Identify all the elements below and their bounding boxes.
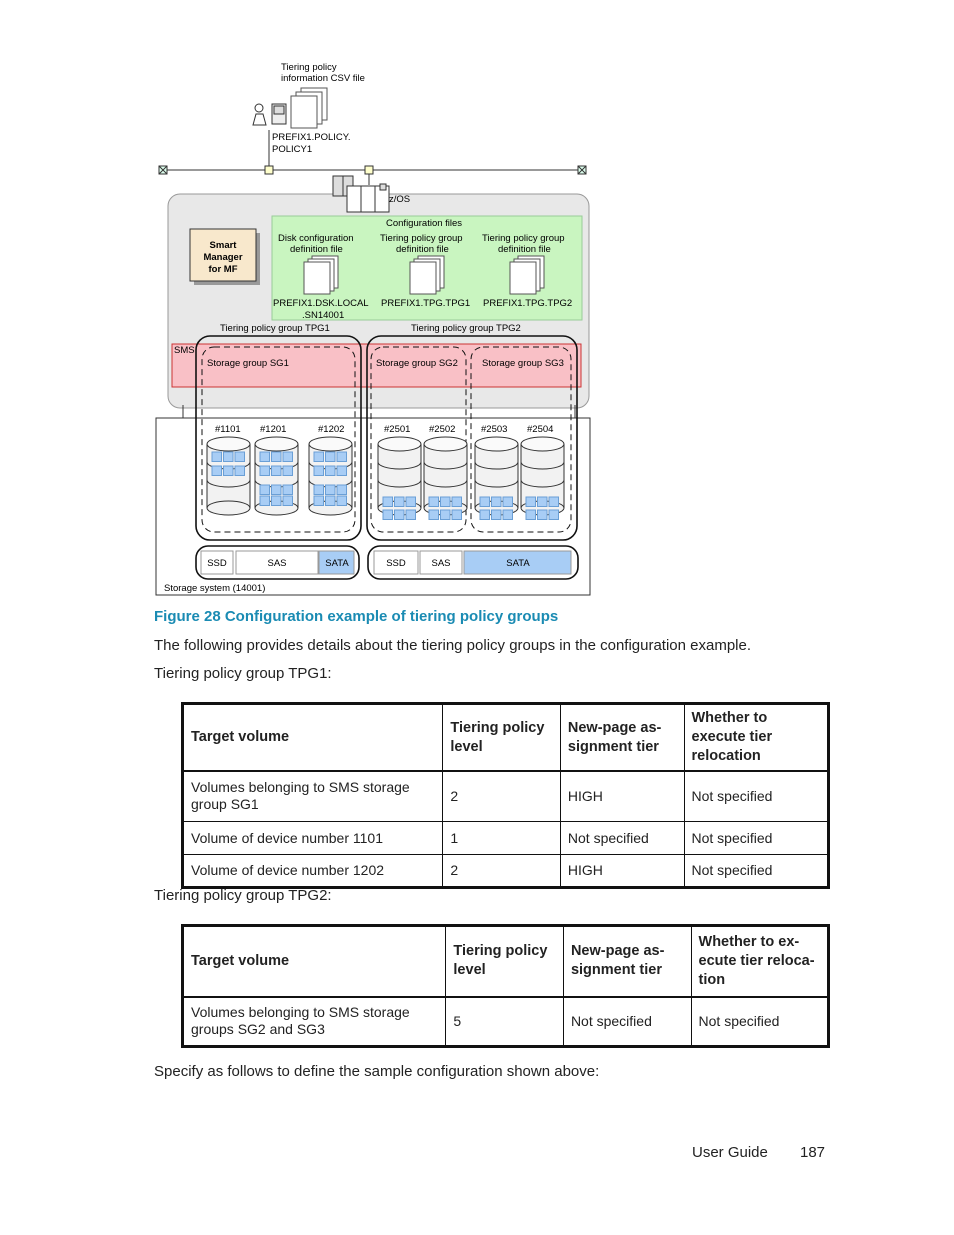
page-block (337, 485, 347, 495)
page-block (283, 452, 293, 462)
volume-label: #1101 (215, 424, 241, 435)
smart-manager-line3: for MF (208, 264, 238, 275)
page-block (224, 452, 234, 462)
cylinder-top (207, 437, 250, 451)
page-block (326, 485, 336, 495)
page-block (549, 510, 559, 520)
cell-relocation: Not specified (684, 771, 829, 821)
tier-sata-label: SATA (506, 558, 530, 569)
cell-target-volume: Volumes belonging to SMS storage groups SG2 and SG3 (183, 997, 446, 1047)
smart-manager-line1: Smart (209, 240, 237, 251)
zos-label: z/OS (389, 194, 411, 205)
page-block (260, 485, 270, 495)
page-block (224, 466, 234, 476)
page-block (337, 452, 347, 462)
storage-system-label: Storage system (14001) (164, 583, 266, 594)
sms-label: SMS (174, 345, 195, 356)
csv-label-line2: information CSV file (281, 73, 365, 84)
page-block (503, 510, 513, 520)
page-block (272, 485, 282, 495)
page-block (526, 497, 536, 507)
tpg2-def-sublabel: definition file (498, 244, 551, 255)
page-block (480, 510, 490, 520)
header-tiering-level: Tiering policy level (443, 704, 561, 772)
tpg2-table (181, 924, 830, 1048)
cylinder-top (309, 437, 352, 451)
cell-relocation: Not specified (691, 997, 828, 1047)
volume-label: #2502 (429, 424, 456, 435)
page-block (260, 466, 270, 476)
tier-sas-label: SAS (431, 558, 451, 569)
page-block (395, 510, 405, 520)
tier-sas-label: SAS (267, 558, 287, 569)
volume-cylinders (207, 437, 564, 520)
config-files-label: Configuration files (386, 218, 463, 229)
page-block (526, 510, 536, 520)
page-block (492, 510, 502, 520)
page-block (326, 466, 336, 476)
dsk-file-suffix: .SN14001 (302, 310, 345, 321)
cell-new-page-tier: HIGH (560, 771, 684, 821)
page-block (212, 452, 222, 462)
cylinder-base (207, 501, 250, 515)
page-block (406, 497, 416, 507)
page-block (549, 497, 559, 507)
page-block (383, 510, 393, 520)
page-block (452, 497, 462, 507)
configuration-figure (150, 55, 595, 600)
cylinder-top (378, 437, 421, 451)
footer-title: User Guide (692, 1144, 768, 1161)
tier-ssd-label: SSD (386, 558, 406, 569)
csv-label-line1: Tiering policy (281, 62, 337, 73)
header-new-page-tier: New-page as- signment tier (560, 704, 684, 772)
page-block (429, 510, 439, 520)
tpg2-heading: Tiering policy group TPG2: (154, 887, 332, 904)
page-block (235, 466, 245, 476)
header-new-page-tier: New-page as- signment tier (563, 926, 691, 997)
cylinder-top (424, 437, 467, 451)
cell-target-volume: Volume of device number 1202 (183, 854, 443, 887)
cell-relocation: Not specified (684, 854, 829, 887)
page-block (314, 466, 324, 476)
sg1-label: Storage group SG1 (207, 358, 289, 369)
cylinder-top (475, 437, 518, 451)
sg3-label: Storage group SG3 (482, 358, 564, 369)
page-block (441, 497, 451, 507)
page-block (260, 496, 270, 506)
page-block (480, 497, 490, 507)
page-block (503, 497, 513, 507)
header-tier-relocation: Whether to execute tier relocation (684, 704, 829, 772)
header-tiering-level: Tiering policy level (446, 926, 564, 997)
cell-target-volume: Volumes belonging to SMS storage group SG1 (183, 771, 443, 821)
page-block (492, 497, 502, 507)
cylinder-top (255, 437, 298, 451)
cell-new-page-tier: Not specified (560, 821, 684, 854)
cell-new-page-tier: HIGH (560, 854, 684, 887)
tier-sata-label: SATA (325, 558, 349, 569)
page-number: 187 (800, 1144, 826, 1161)
cylinder-top (521, 437, 564, 451)
page-block (283, 466, 293, 476)
tpg2-label: Tiering policy group TPG2 (411, 323, 521, 334)
disk-def-sublabel: definition file (290, 244, 343, 255)
volume-label: #2504 (527, 424, 554, 435)
user-icon (253, 104, 286, 125)
page-block (383, 497, 393, 507)
table-row (183, 997, 829, 1047)
closing-paragraph: Specify as follows to define the sample configuration shown above: (154, 1063, 600, 1080)
volume-label: #2503 (481, 424, 508, 435)
page-block (452, 510, 462, 520)
smart-manager-line2: Manager (203, 252, 243, 263)
page-block (337, 496, 347, 506)
page-block (538, 497, 548, 507)
page-block (272, 496, 282, 506)
header-tier-relocation: Whether to ex- ecute tier reloca- tion (691, 926, 828, 997)
page-block (314, 496, 324, 506)
page-block (337, 466, 347, 476)
table-row (183, 821, 829, 854)
table-row (183, 854, 829, 887)
page-block (260, 452, 270, 462)
dsk-file-name: PREFIX1.DSK.LOCAL (273, 298, 369, 309)
tier-ssd-label: SSD (207, 558, 227, 569)
page-block (326, 496, 336, 506)
page-block (314, 452, 324, 462)
prefix-label-line2: POLICY1 (272, 144, 313, 155)
cell-target-volume: Volume of device number 1101 (183, 821, 443, 854)
intro-paragraph: The following provides details about the tiering policy groups in the configuration example. (154, 637, 752, 654)
cell-level: 2 (443, 771, 561, 821)
page-block (272, 466, 282, 476)
header-target-volume: Target volume (183, 704, 443, 772)
table-row (183, 771, 829, 821)
volume-label: #1202 (318, 424, 345, 435)
prefix-label-line1: PREFIX1.POLICY. (272, 132, 351, 143)
page-block (235, 452, 245, 462)
page-block (395, 497, 405, 507)
tpg2-file-name: PREFIX1.TPG.TPG2 (483, 298, 573, 309)
header-target-volume: Target volume (183, 926, 446, 997)
cell-new-page-tier: Not specified (563, 997, 691, 1047)
tpg1-table (181, 702, 830, 889)
page-block (314, 485, 324, 495)
tpg2-def-label: Tiering policy group (482, 233, 565, 244)
disk-def-label: Disk configuration (278, 233, 354, 244)
cell-level: 2 (443, 854, 561, 887)
volume-label: #2501 (384, 424, 411, 435)
page-block (283, 496, 293, 506)
sg2-label: Storage group SG2 (376, 358, 458, 369)
tpg1-def-sublabel: definition file (396, 244, 449, 255)
page-block (326, 452, 336, 462)
page-block (406, 510, 416, 520)
page-block (538, 510, 548, 520)
page-block (441, 510, 451, 520)
tpg1-label: Tiering policy group TPG1 (220, 323, 330, 334)
volume-label: #1201 (260, 424, 287, 435)
page-block (283, 485, 293, 495)
figure-caption: Figure 28 Configuration example of tiering policy groups (154, 608, 559, 625)
tpg1-file-name: PREFIX1.TPG.TPG1 (381, 298, 471, 309)
tpg1-def-label: Tiering policy group (380, 233, 463, 244)
page-block (429, 497, 439, 507)
tpg1-heading: Tiering policy group TPG1: (154, 665, 332, 682)
cell-level: 5 (446, 997, 564, 1047)
cell-level: 1 (443, 821, 561, 854)
cell-relocation: Not specified (684, 821, 829, 854)
page-block (212, 466, 222, 476)
page-block (272, 452, 282, 462)
